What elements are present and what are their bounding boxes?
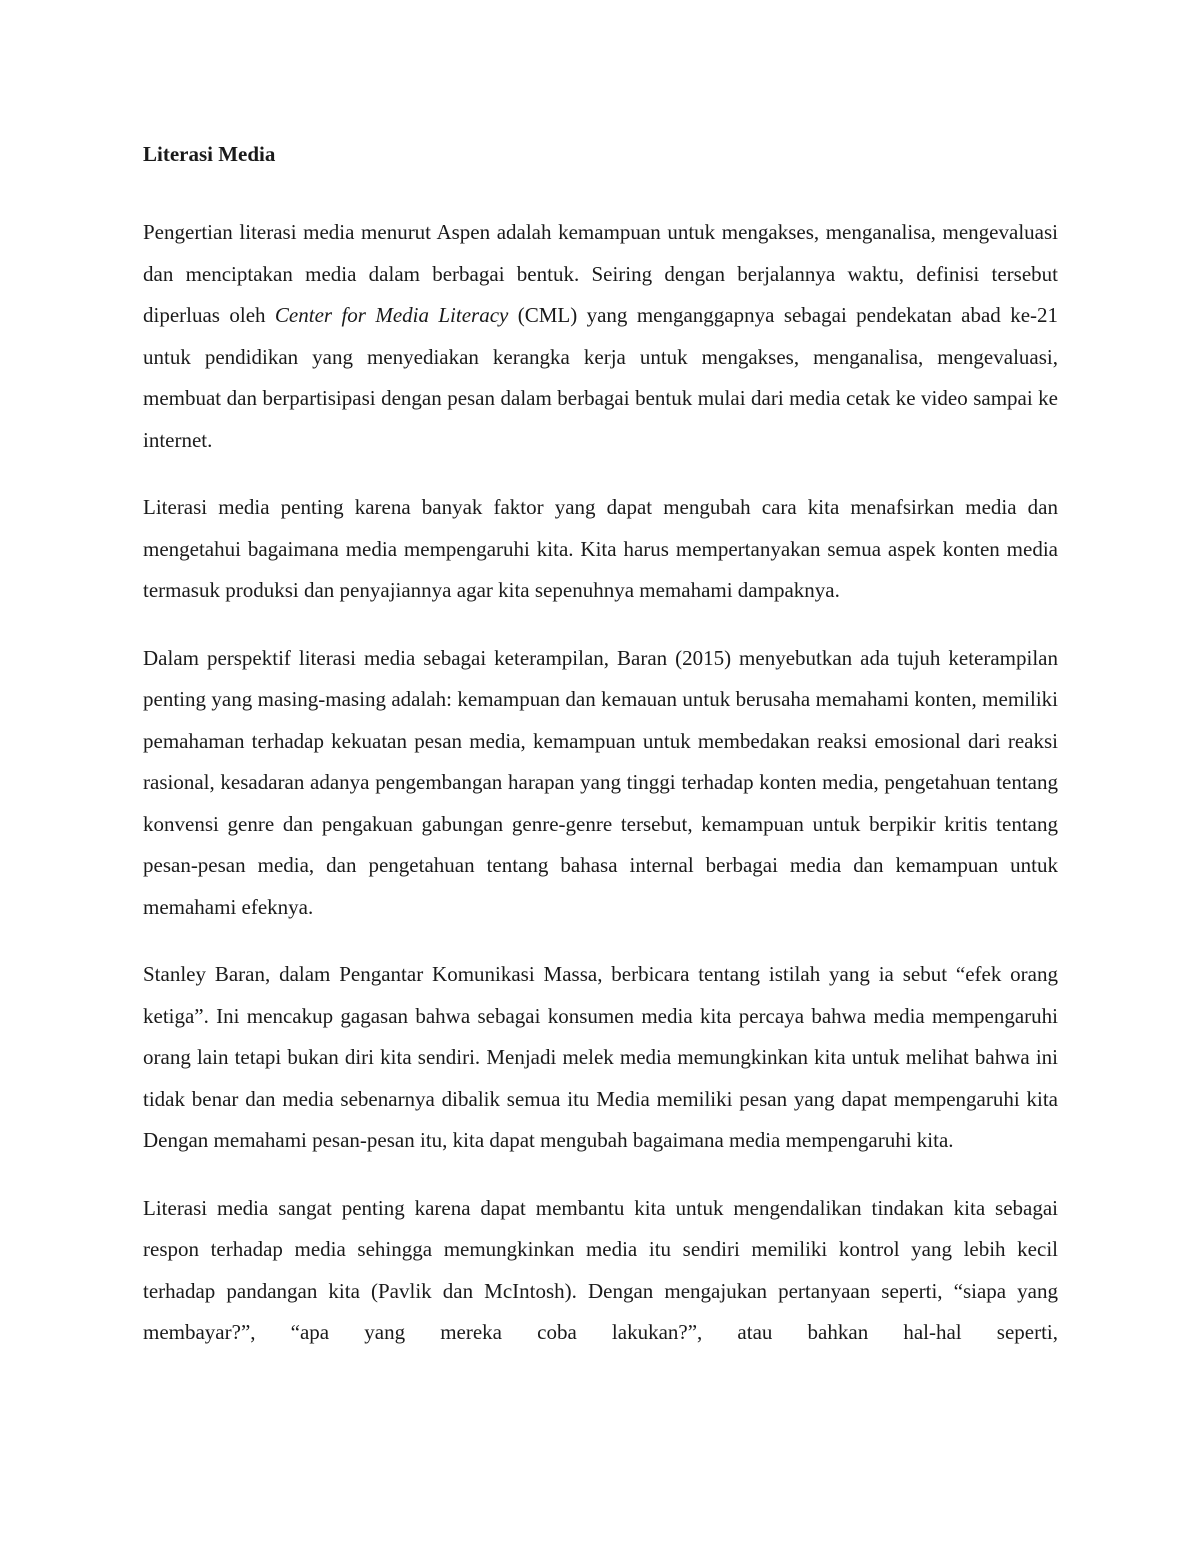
paragraph-skills: Dalam perspektif literasi media sebagai keterampilan, Baran (2015) menyebutkan ada tujuh keterampilan penting yang masing-masing adalah: kemampuan dan kemauan untuk berusaha memahami konten, memiliki pemahaman terhadap kekuatan pesan media, kemampuan untuk membedakan reaksi emosional dari reaksi rasional, kesadaran adanya pengembangan harapan yang tinggi terhadap konten media, pengetahuan tentang konvensi genre dan pengakuan gabungan genre-genre tersebut, kemampuan untuk berpikir kritis tentang pesan-pesan media, dan pengetahuan tentang bahasa internal berbagai media dan kemampuan untuk memahami efeknya. — [143, 645, 1058, 919]
paragraph-control: Literasi media sangat penting karena dapat membantu kita untuk mengendalikan tindakan kita sebagai respon terhadap media sehingga memungkinkan media itu sendiri memiliki kontrol yang lebih kecil terhadap pandangan kita (Pavlik dan McIntosh). Dengan mengajukan pertanyaan seperti, “siapa yang membayar?”, “apa yang mereka coba lakukan?”, atau bahkan hal-hal seperti, — [143, 1195, 1058, 1344]
paragraph-importance: Literasi media penting karena banyak faktor yang dapat mengubah cara kita menafsirkan media dan mengetahui bagaimana media mempengaruhi kita. Kita harus mempertanyakan semua aspek konten media termasuk produksi dan penyajiannya agar kita sepenuhnya memahami dampaknya. — [143, 495, 1058, 602]
paragraph-definition — [143, 212, 1058, 461]
document-title: Literasi Media — [143, 142, 276, 166]
document-body — [143, 140, 1058, 1354]
paragraph-definition-text-2: (CML) yang menganggapnya sebagai pendekatan abad ke-21 untuk pendidikan yang menyediakan kerangka kerja untuk mengakses, menganalisa, mengevaluasi, membuat dan berpartisipasi dengan pesan dalam berbagai bentuk mulai dari media cetak ke video sampai ke internet. — [143, 303, 1059, 452]
paragraph-definition-text-1: Pengertian literasi media menurut Aspen adalah kemampuan untuk mengakses, menganalisa, mengevaluasi dan menciptakan media dalam berbagai bentuk. Seiring dengan berjalannya waktu, definisi tersebut diperluas oleh — [143, 220, 1058, 327]
cml-organization-name: Center for Media Literacy — [274, 303, 509, 327]
paragraph-third-person-effect: Stanley Baran, dalam Pengantar Komunikasi Massa, berbicara tentang istilah yang ia sebut “efek orang ketiga”. Ini mencakup gagasan bahwa sebagai konsumen media kita percaya bahwa media mempengaruhi orang lain tetapi bukan diri kita sendiri. Menjadi melek media memungkinkan kita untuk melihat bahwa ini tidak benar dan media sebenarnya dibalik semua itu Media memiliki pesan yang dapat mempengaruhi kita Dengan memahami pesan-pesan itu, kita dapat mengubah bagaimana media mempengaruhi kita. — [143, 962, 1058, 1152]
